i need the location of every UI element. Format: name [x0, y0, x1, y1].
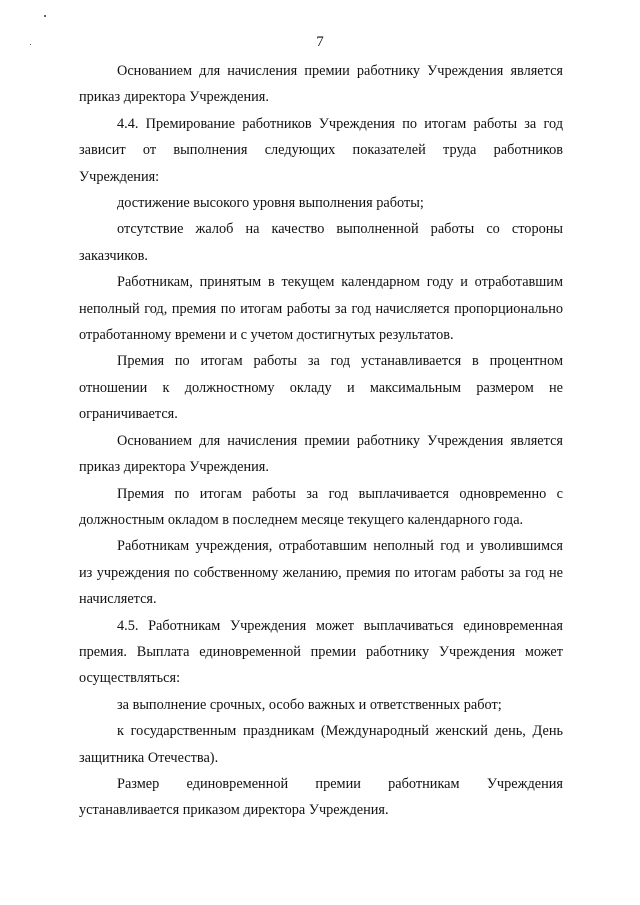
scan-speck [44, 15, 46, 17]
paragraph: 4.4. Премирование работников Учреждения по итогам работы за год зависит от выполнения следующих показателей труда работников Учреждения: [79, 115, 563, 185]
paragraph: Премия по итогам работы за год выплачивается одновременно с должностным окладом в последнем месяце текущего календарного года. [79, 485, 563, 528]
paragraph: достижение высокого уровня выполнения работы; [117, 195, 424, 212]
paragraph: к государственным праздникам (Международный женский день, День защитника Отечества). [79, 723, 563, 766]
paragraph: Основанием для начисления премии работнику Учреждения является приказ директора Учреждения. [79, 63, 563, 106]
document-body [79, 58, 563, 824]
paragraph: Работникам, принятым в текущем календарном году и отработавшим неполный год, премия по итогам работы за год начисляется пропорционально отработанному времени и с учетом достигнутых результатов. [79, 274, 563, 344]
paragraph: Работникам учреждения, отработавшим неполный год и уволившимся из учреждения по собственному желанию, премия по итогам работы за год не начисляется. [79, 538, 563, 608]
paragraph: Размер единовременной премии работникам Учреждения устанавливается приказом директора Учреждения. [79, 775, 563, 819]
paragraph: Премия по итогам работы за год устанавливается в процентном отношении к должностному окладу и максимальным размером не ограничивается. [79, 353, 563, 423]
paragraph: Основанием для начисления премии работнику Учреждения является приказ директора Учреждения. [79, 432, 563, 476]
paragraph: отсутствие жалоб на качество выполненной работы со стороны заказчиков. [79, 221, 563, 264]
paragraph: за выполнение срочных, особо важных и ответственных работ; [117, 696, 502, 713]
paragraph: 4.5. Работникам Учреждения может выплачиваться единовременная премия. Выплата единовременной премии работнику Учреждения может осуществляться: [79, 617, 563, 687]
page-number: 7 [316, 34, 324, 50]
